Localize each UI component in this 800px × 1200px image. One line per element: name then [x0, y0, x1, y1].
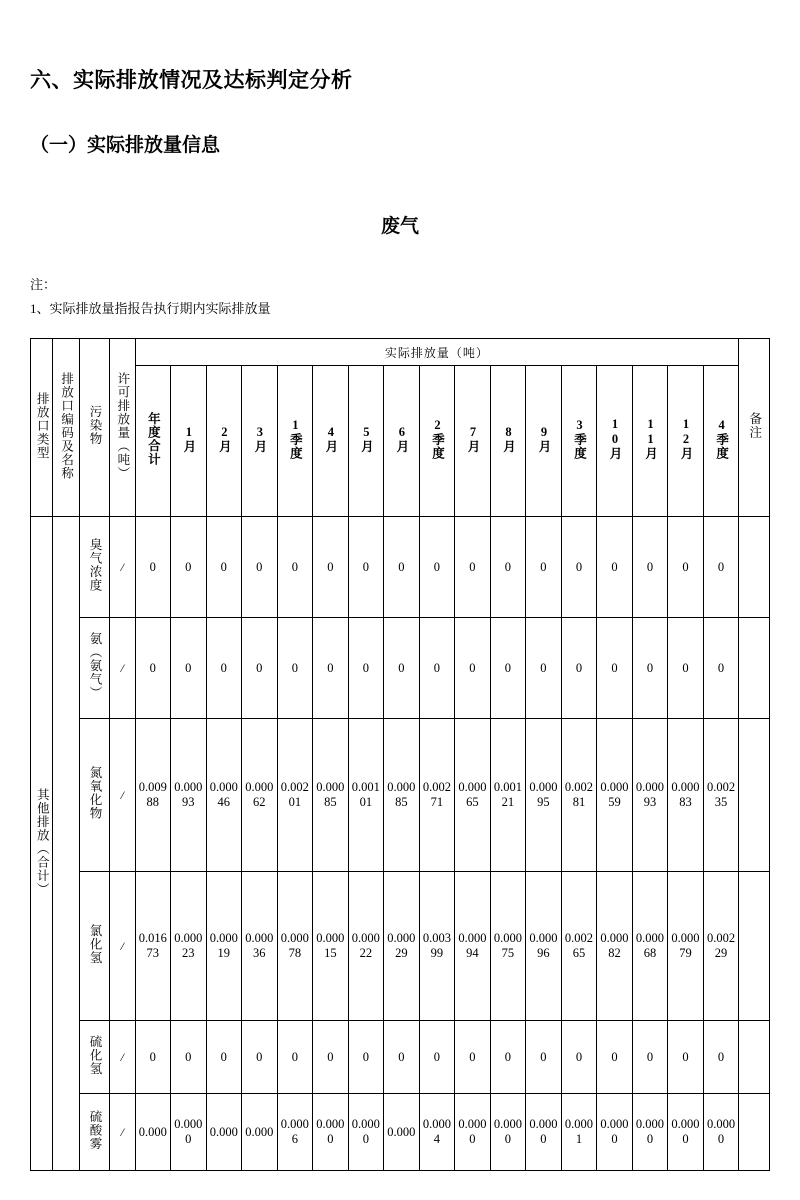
value-text: 0.00085 [387, 780, 416, 810]
value-text: 0.0000 [706, 1117, 736, 1147]
value-text: 0 [646, 559, 654, 574]
header-row-periods [31, 366, 770, 517]
header-period-13-label: 10月 [608, 417, 623, 461]
value-text: 0.0000 [174, 1117, 203, 1147]
cell-value [526, 719, 562, 872]
cell-value [561, 1094, 597, 1171]
cell-value [384, 1021, 420, 1094]
cell-pollutant-label: 硫化氢 [87, 1034, 102, 1076]
value-text: 0 [220, 559, 227, 574]
value-text: 0 [185, 660, 192, 675]
cell-value [632, 618, 668, 719]
cell-value [526, 872, 562, 1021]
value-text: 0 [717, 559, 725, 574]
value-text: 0.00075 [493, 931, 522, 961]
cell-value [490, 517, 526, 618]
cell-pollutant [79, 618, 109, 719]
value-text: 0 [575, 1049, 583, 1064]
cell-value [206, 872, 242, 1021]
cell-value [703, 719, 739, 872]
value-text: 0 [646, 1049, 654, 1064]
value-text: 0 [469, 1049, 476, 1064]
value-text: 0.00121 [493, 780, 522, 810]
value-text: 0.0000 [671, 1117, 700, 1147]
value-text: 0 [504, 1049, 512, 1064]
cell-value [277, 1021, 313, 1094]
table-row [31, 517, 770, 618]
value-text: 0.00235 [706, 780, 736, 810]
header-period-2 [206, 366, 242, 517]
header-period-7-label: 6月 [394, 424, 409, 454]
cell-value [419, 719, 455, 872]
header-period-9 [455, 366, 491, 517]
header-period-0-label: 年度合计 [146, 412, 161, 467]
cell-value [277, 517, 313, 618]
cell-value [242, 719, 278, 872]
value-text: 0.0000 [493, 1117, 522, 1147]
cell-value [135, 618, 171, 719]
cell-note [739, 1094, 770, 1171]
cell-value [419, 872, 455, 1021]
header-period-4-label: 1季度 [288, 418, 303, 461]
value-text: 0 [185, 1049, 192, 1064]
cell-permitted: / [110, 517, 135, 618]
cell-value [384, 1094, 420, 1171]
cell-value [348, 1021, 384, 1094]
header-permitted-amount-label: 许可排放量（吨） [115, 371, 130, 480]
cell-value [242, 1094, 278, 1171]
value-text: 0.0000 [316, 1117, 345, 1147]
cell-value [561, 872, 597, 1021]
value-text: 0.00265 [564, 931, 593, 961]
cell-outlet-type [31, 517, 53, 1171]
cell-value [490, 872, 526, 1021]
value-text: 0.0000 [635, 1117, 665, 1147]
emissions-table [30, 338, 770, 1171]
cell-value [384, 618, 420, 719]
value-text: 0 [540, 559, 547, 574]
header-period-6 [348, 366, 384, 517]
value-text: 0 [398, 660, 405, 675]
value-text: 0.00229 [706, 931, 736, 961]
cell-value [668, 517, 704, 618]
cell-value [632, 1021, 668, 1094]
header-period-3 [242, 366, 278, 517]
value-text: 0.00015 [316, 931, 345, 961]
cell-value [242, 618, 278, 719]
cell-value [455, 719, 491, 872]
table-head [31, 339, 770, 517]
value-text: 0.000 [138, 1124, 167, 1139]
cell-value [171, 517, 207, 618]
cell-value [348, 719, 384, 872]
value-text: 0 [504, 660, 512, 675]
value-text: 0 [433, 1049, 440, 1064]
cell-note [739, 517, 770, 618]
value-text: 0.000 [245, 1124, 274, 1139]
value-text: 0 [682, 559, 689, 574]
header-note [739, 339, 770, 517]
value-text: 0.00078 [280, 931, 309, 961]
cell-value [561, 1021, 597, 1094]
value-text: 0 [646, 660, 654, 675]
cell-value [703, 872, 739, 1021]
value-text: 0.0000 [458, 1117, 487, 1147]
value-text: 0 [575, 559, 583, 574]
value-text: 0 [256, 1049, 263, 1064]
header-note-label: 备注 [747, 412, 762, 440]
cell-value [206, 1094, 242, 1171]
cell-value [277, 872, 313, 1021]
cell-pollutant-label: 硫酸雾 [87, 1109, 102, 1151]
cell-value [597, 1021, 633, 1094]
page-title: 六、实际排放情况及达标判定分析 [30, 68, 353, 92]
table-row [31, 719, 770, 872]
value-text: 0.00062 [245, 780, 274, 810]
value-text: 0 [327, 559, 334, 574]
cell-value [490, 719, 526, 872]
value-text: 0.00988 [138, 780, 167, 810]
cell-value [277, 618, 313, 719]
cell-permitted: / [110, 872, 135, 1021]
subsection-title: （一）实际排放量信息 [30, 135, 221, 157]
cell-value [668, 719, 704, 872]
cell-value [419, 1094, 455, 1171]
table-row [31, 618, 770, 719]
cell-value [135, 1094, 171, 1171]
cell-pollutant-label: 氯化氢 [87, 923, 102, 965]
cell-value [455, 872, 491, 1021]
cell-value [135, 719, 171, 872]
emissions-table-wrap [30, 322, 770, 1171]
value-text: 0 [327, 1049, 334, 1064]
value-text: 0.0000 [600, 1117, 629, 1147]
value-text: 0 [362, 1049, 369, 1064]
value-text: 0.00022 [351, 931, 380, 961]
value-text: 0.00096 [529, 931, 558, 961]
value-text: 0.00079 [671, 931, 700, 961]
value-text: 0 [256, 660, 263, 675]
value-text: 0 [256, 559, 263, 574]
header-period-11 [526, 366, 562, 517]
value-text: 0 [220, 660, 227, 675]
note-item-1: 1、实际排放量指报告执行期内实际排放量 [30, 301, 271, 317]
cell-value [455, 1094, 491, 1171]
value-text: 0 [433, 559, 440, 574]
cell-value [135, 517, 171, 618]
cell-value [597, 872, 633, 1021]
cell-pollutant-label: 臭气浓度 [87, 538, 102, 593]
cell-value [632, 1094, 668, 1171]
cell-value [526, 1094, 562, 1171]
cell-value [419, 1021, 455, 1094]
value-text: 0 [149, 660, 156, 675]
cell-pollutant-label: 氮氧化物 [87, 766, 102, 821]
cell-permitted: / [110, 1094, 135, 1171]
cell-value [526, 517, 562, 618]
value-text: 0 [717, 660, 725, 675]
value-text: 0.00083 [671, 780, 700, 810]
header-pollutant [79, 339, 109, 517]
cell-value [455, 517, 491, 618]
cell-permitted: / [110, 618, 135, 719]
cell-value [597, 618, 633, 719]
value-text: 0 [717, 1049, 725, 1064]
value-text: 0 [398, 559, 405, 574]
table-row [31, 1021, 770, 1094]
cell-value [597, 517, 633, 618]
value-text: 0 [149, 559, 156, 574]
header-period-16-label: 4季度 [714, 418, 729, 461]
value-text: 0 [433, 660, 440, 675]
cell-value [313, 1094, 349, 1171]
cell-value [242, 517, 278, 618]
value-text: 0.00046 [209, 780, 238, 810]
value-text: 0.00281 [564, 780, 593, 810]
value-text: 0 [469, 660, 476, 675]
header-period-11-label: 9月 [536, 424, 551, 454]
cell-value [242, 872, 278, 1021]
cell-pollutant [79, 1094, 109, 1171]
cell-value [526, 1021, 562, 1094]
cell-value [313, 872, 349, 1021]
value-text: 0 [398, 1049, 405, 1064]
cell-value [171, 719, 207, 872]
cell-value [490, 1094, 526, 1171]
cell-note [739, 719, 770, 872]
cell-value [277, 1094, 313, 1171]
cell-value [668, 1021, 704, 1094]
value-text: 0.00093 [174, 780, 203, 810]
cell-value [348, 872, 384, 1021]
value-text: 0 [540, 660, 547, 675]
cell-value [135, 872, 171, 1021]
value-text: 0 [327, 660, 334, 675]
cell-permitted: / [110, 1021, 135, 1094]
cell-value [348, 1094, 384, 1171]
value-text: 0 [611, 1049, 618, 1064]
cell-value [526, 618, 562, 719]
cell-value [561, 719, 597, 872]
cell-value [703, 618, 739, 719]
value-text: 0.00095 [529, 780, 558, 810]
header-period-12-label: 3季度 [572, 418, 587, 461]
value-text: 0.0006 [280, 1117, 309, 1147]
value-text: 0.0001 [564, 1117, 593, 1147]
cell-value [632, 517, 668, 618]
cell-value [419, 517, 455, 618]
value-text: 0 [291, 1049, 298, 1064]
section-title-waste-gas: 废气 [380, 215, 419, 237]
cell-value [384, 872, 420, 1021]
cell-value [703, 517, 739, 618]
value-text: 0 [575, 660, 583, 675]
value-text: 0.00082 [600, 931, 629, 961]
header-permitted-amount [110, 339, 135, 517]
header-period-14-label: 11月 [643, 417, 658, 461]
header-period-14 [632, 366, 668, 517]
cell-value [561, 618, 597, 719]
cell-value [703, 1094, 739, 1171]
cell-outlet-code-name [53, 517, 79, 1171]
table-row [31, 872, 770, 1021]
cell-value [597, 719, 633, 872]
cell-pollutant [79, 517, 109, 618]
cell-pollutant-label: 氨（氨气） [87, 632, 102, 700]
cell-note [739, 618, 770, 719]
header-period-15-label: 12月 [679, 417, 694, 461]
value-text: 0 [291, 660, 298, 675]
cell-value [135, 1021, 171, 1094]
cell-value [277, 719, 313, 872]
value-text: 0 [611, 660, 618, 675]
value-text: 0 [362, 660, 369, 675]
header-period-12 [561, 366, 597, 517]
value-text: 0 [540, 1049, 547, 1064]
cell-value [348, 618, 384, 719]
value-text: 0.00065 [458, 780, 487, 810]
value-text: 0.00029 [387, 931, 416, 961]
value-text: 0.0000 [529, 1117, 558, 1147]
cell-value [348, 517, 384, 618]
value-text: 0 [504, 559, 512, 574]
value-text: 0.00019 [209, 931, 238, 961]
value-text: 0.00101 [351, 780, 380, 810]
header-period-6-label: 5月 [359, 424, 374, 454]
cell-value [490, 1021, 526, 1094]
header-pollutant-label: 污染物 [87, 405, 102, 446]
value-text: 0.00085 [316, 780, 345, 810]
header-period-10 [490, 366, 526, 517]
cell-value [668, 872, 704, 1021]
header-period-9-label: 7月 [465, 424, 480, 454]
header-period-10-label: 8月 [501, 424, 516, 454]
cell-pollutant [79, 1021, 109, 1094]
value-text: 0.000 [387, 1124, 416, 1139]
notes-label: 注： [30, 276, 57, 292]
value-text: 0 [682, 660, 689, 675]
header-period-7 [384, 366, 420, 517]
value-text: 0 [291, 559, 298, 574]
header-period-4 [277, 366, 313, 517]
value-text: 0.00201 [280, 780, 309, 810]
value-text: 0.000 [209, 1124, 238, 1139]
cell-value [384, 517, 420, 618]
cell-value [206, 1021, 242, 1094]
cell-value [313, 719, 349, 872]
cell-value [561, 517, 597, 618]
cell-value [632, 719, 668, 872]
cell-permitted: / [110, 719, 135, 872]
cell-value [455, 1021, 491, 1094]
header-period-16 [703, 366, 739, 517]
header-period-1-label: 1月 [181, 424, 196, 454]
value-text: 0.00036 [245, 931, 274, 961]
value-text: 0.00399 [422, 931, 451, 961]
header-period-15 [668, 366, 704, 517]
header-actual-emission-group: 实际排放量（吨） [135, 339, 739, 366]
cell-value [703, 1021, 739, 1094]
notes-block [30, 239, 770, 322]
value-text: 0.00059 [600, 780, 629, 810]
cell-value [668, 1094, 704, 1171]
header-period-2-label: 2月 [217, 424, 232, 454]
value-text: 0 [362, 559, 369, 574]
cell-value [171, 1021, 207, 1094]
value-text: 0.00093 [635, 780, 665, 810]
cell-value [313, 1021, 349, 1094]
header-period-5 [313, 366, 349, 517]
header-outlet-type-label: 排放口类型 [35, 391, 50, 460]
header-outlet-type [31, 339, 53, 517]
cell-value [632, 872, 668, 1021]
value-text: 0.00094 [458, 931, 487, 961]
cell-value [206, 719, 242, 872]
cell-value [206, 618, 242, 719]
cell-note [739, 872, 770, 1021]
value-text: 0.00271 [422, 780, 451, 810]
cell-value [313, 618, 349, 719]
value-text: 0.0004 [422, 1117, 451, 1147]
header-row-group [31, 339, 770, 366]
cell-value [668, 618, 704, 719]
cell-value [597, 1094, 633, 1171]
cell-value [490, 618, 526, 719]
cell-value [455, 618, 491, 719]
value-text: 0 [185, 559, 192, 574]
cell-value [384, 719, 420, 872]
value-text: 0.01673 [138, 931, 167, 961]
header-period-8-label: 2季度 [430, 418, 445, 461]
value-text: 0 [682, 1049, 689, 1064]
header-period-13 [597, 366, 633, 517]
cell-value [171, 872, 207, 1021]
header-period-8 [419, 366, 455, 517]
value-text: 0.00068 [635, 931, 665, 961]
value-text: 0 [611, 559, 618, 574]
header-period-1 [171, 366, 207, 517]
value-text: 0 [220, 1049, 227, 1064]
table-body [31, 517, 770, 1171]
cell-value [242, 1021, 278, 1094]
header-outlet-code-name-label: 排放口编码及名称 [59, 371, 74, 480]
cell-value [313, 517, 349, 618]
table-row [31, 1094, 770, 1171]
header-period-5-label: 4月 [323, 424, 338, 454]
cell-note [739, 1021, 770, 1094]
value-text: 0 [469, 559, 476, 574]
value-text: 0.0000 [351, 1117, 380, 1147]
value-text: 0 [149, 1049, 156, 1064]
header-period-3-label: 3月 [252, 424, 267, 454]
cell-value [171, 1094, 207, 1171]
value-text: 0.00023 [174, 931, 203, 961]
header-period-0 [135, 366, 171, 517]
cell-value [419, 618, 455, 719]
cell-pollutant [79, 719, 109, 872]
header-outlet-code-name [53, 339, 79, 517]
cell-value [206, 517, 242, 618]
cell-pollutant [79, 872, 109, 1021]
cell-outlet-type-label: 其他排放（合计） [35, 787, 50, 896]
cell-value [171, 618, 207, 719]
